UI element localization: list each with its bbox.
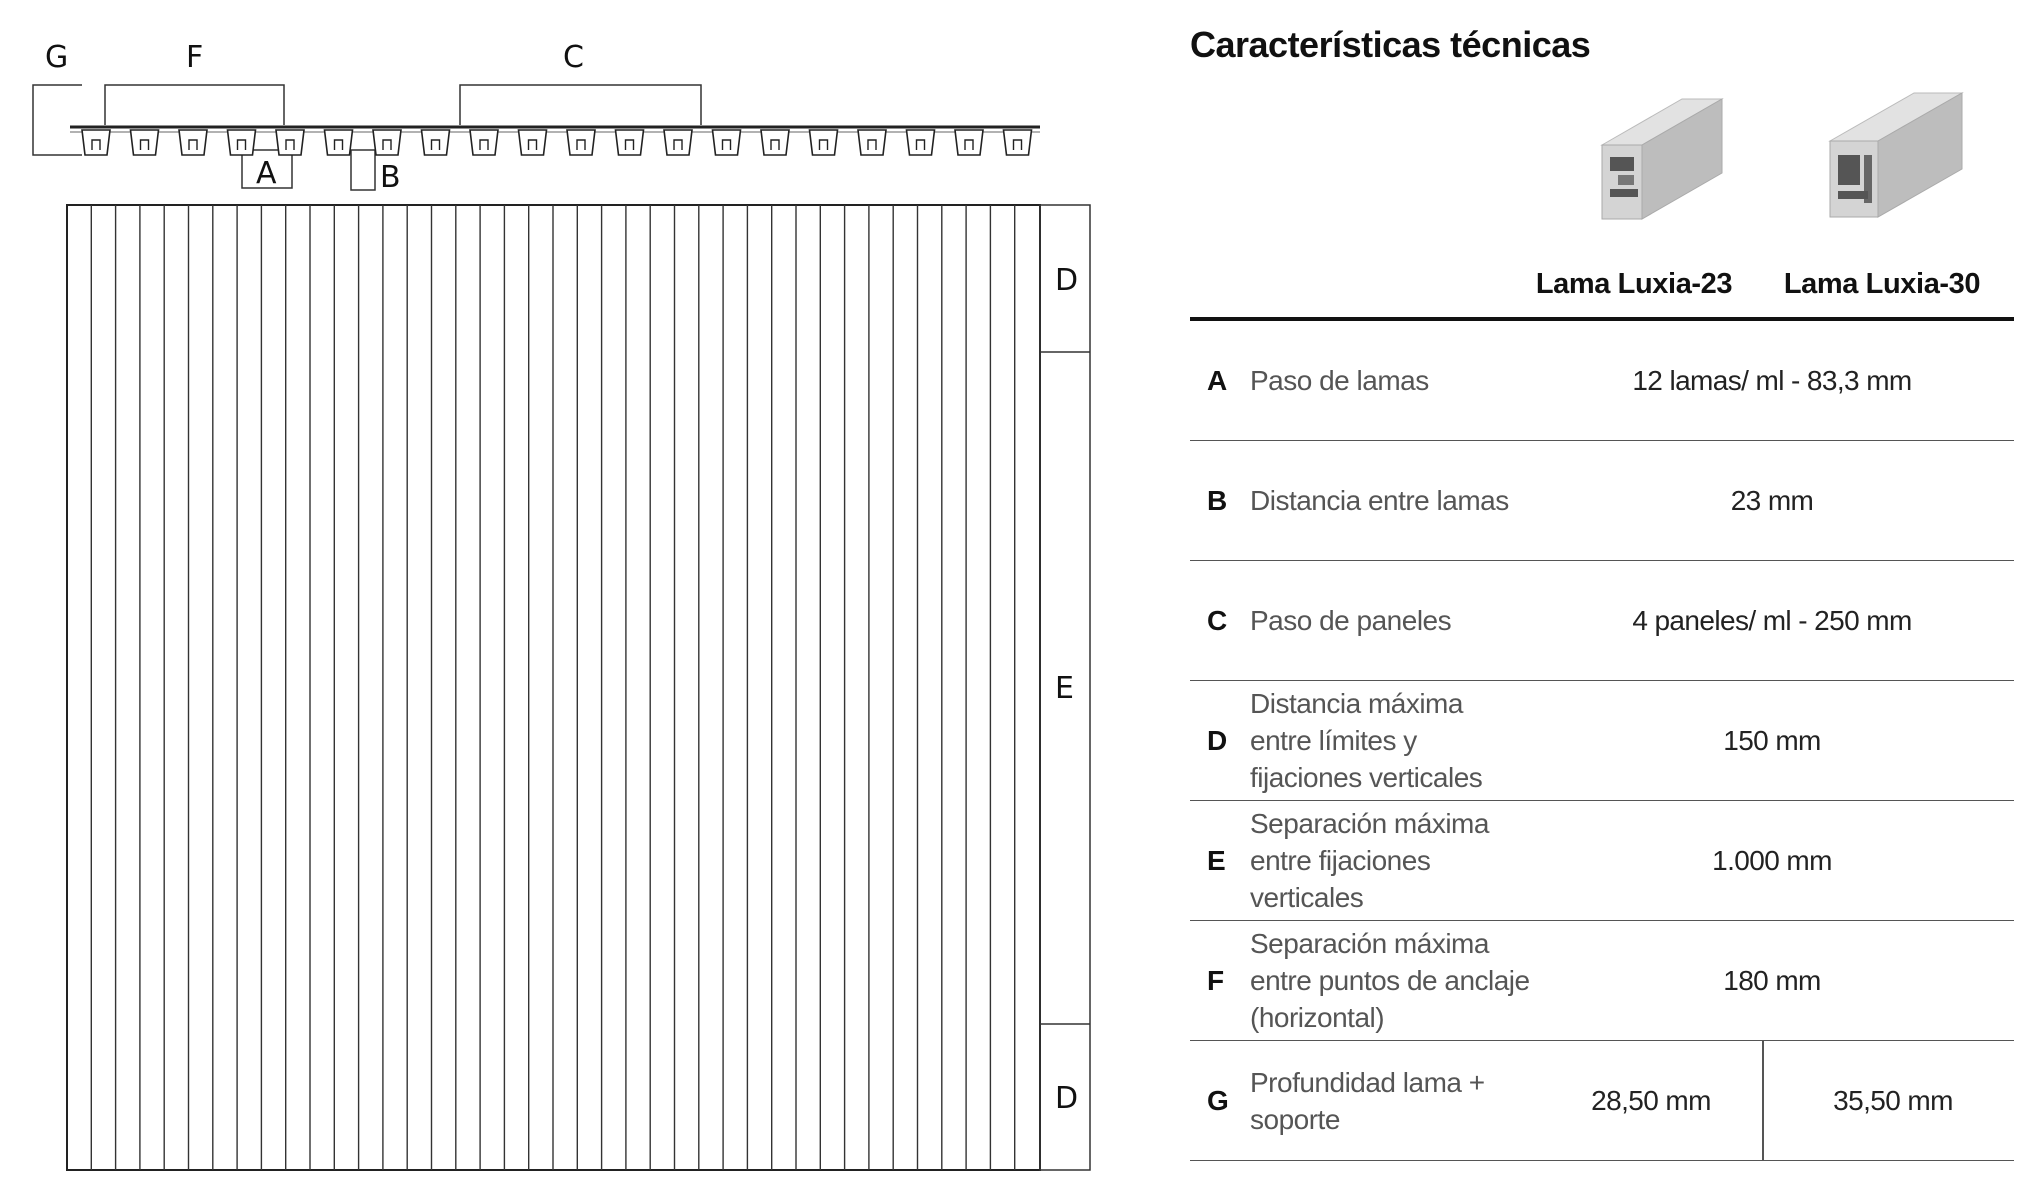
spec-row-e — [1190, 801, 2014, 921]
slat-profile — [470, 130, 498, 155]
slat-profile — [761, 130, 789, 155]
spec-description: Paso de paneles — [1250, 605, 1452, 636]
specs-table — [1190, 321, 2014, 1161]
slat-profile — [664, 130, 692, 155]
spec-value-luxia-30: 35,50 mm — [1833, 1084, 1953, 1116]
slat-profile — [373, 130, 401, 155]
column-header-luxia-23: Lama Luxia-23 — [1535, 268, 1733, 300]
slat-profile — [131, 130, 159, 155]
label-g: G — [45, 40, 69, 75]
label-d-bottom: D — [1055, 1081, 1079, 1116]
specs-title: Características técnicas — [1190, 24, 1591, 65]
dimension-b-box — [351, 150, 375, 190]
spec-letter: E — [1207, 844, 1226, 876]
label-a: A — [256, 156, 277, 191]
dimension-c-bracket — [460, 85, 701, 125]
spec-value: 180 mm — [1723, 964, 1821, 996]
label-f: F — [186, 40, 204, 75]
spec-description: Separación máxima entre puntos de anclaje (horizontal) — [1250, 928, 1530, 1033]
top-rail — [70, 127, 1040, 155]
slat-profile — [1004, 130, 1032, 155]
label-b: B — [380, 160, 401, 195]
slat-profile — [519, 130, 547, 155]
slat-profile — [422, 130, 450, 155]
spec-letter: F — [1207, 964, 1225, 996]
slat-profile — [907, 130, 935, 155]
label-d-top: D — [1055, 263, 1079, 298]
spec-row-g — [1190, 1041, 2014, 1161]
spec-row-b — [1190, 441, 2014, 561]
spec-value-luxia-23: 28,50 mm — [1591, 1084, 1711, 1116]
luxia-23-profile-image — [1592, 85, 1752, 235]
spec-value: 12 lamas/ ml - 83,3 mm — [1632, 364, 1912, 396]
label-c: C — [563, 40, 584, 75]
spec-description: Distancia máxima entre límites y fijaciones verticales — [1250, 688, 1483, 793]
slat-profile — [228, 130, 256, 155]
spec-row-f — [1190, 921, 2014, 1041]
slat-profile — [82, 130, 110, 155]
spec-letter: A — [1207, 364, 1228, 396]
slat-profile — [179, 130, 207, 155]
slat-profile — [810, 130, 838, 155]
spec-description: Separación máxima entre fijaciones verticales — [1250, 808, 1489, 913]
slat-profile — [325, 130, 353, 155]
spec-description: Paso de lamas — [1250, 365, 1429, 396]
label-e: E — [1055, 671, 1074, 706]
spec-value: 1.000 mm — [1712, 844, 1832, 876]
spec-row-c — [1190, 561, 2014, 681]
spec-value: 4 paneles/ ml - 250 mm — [1632, 604, 1912, 636]
luxia-30-profile-image — [1822, 85, 1982, 235]
spec-letter: D — [1207, 724, 1228, 756]
dimension-f-bracket — [105, 85, 284, 125]
slat-profile — [955, 130, 983, 155]
panel-elevation — [67, 205, 1090, 1170]
spec-description: Profundidad lama + soporte — [1250, 1066, 1485, 1135]
slat-profile — [858, 130, 886, 155]
slat-profile — [567, 130, 595, 155]
spec-value: 150 mm — [1723, 724, 1821, 756]
spec-value: 23 mm — [1730, 484, 1814, 516]
slat-profile — [276, 130, 304, 155]
slat-profile — [713, 130, 741, 155]
spec-letter: G — [1207, 1084, 1229, 1116]
dimension-g-bracket — [33, 85, 82, 155]
spec-description: Distancia entre lamas — [1250, 485, 1509, 516]
spec-letter: B — [1207, 484, 1228, 516]
spec-row-d — [1190, 681, 2014, 801]
column-divider — [1762, 1041, 1764, 1160]
spec-row-a — [1190, 321, 2014, 441]
column-header-luxia-30: Lama Luxia-30 — [1783, 268, 1981, 300]
slat-profile — [616, 130, 644, 155]
spec-letter: C — [1207, 604, 1228, 636]
